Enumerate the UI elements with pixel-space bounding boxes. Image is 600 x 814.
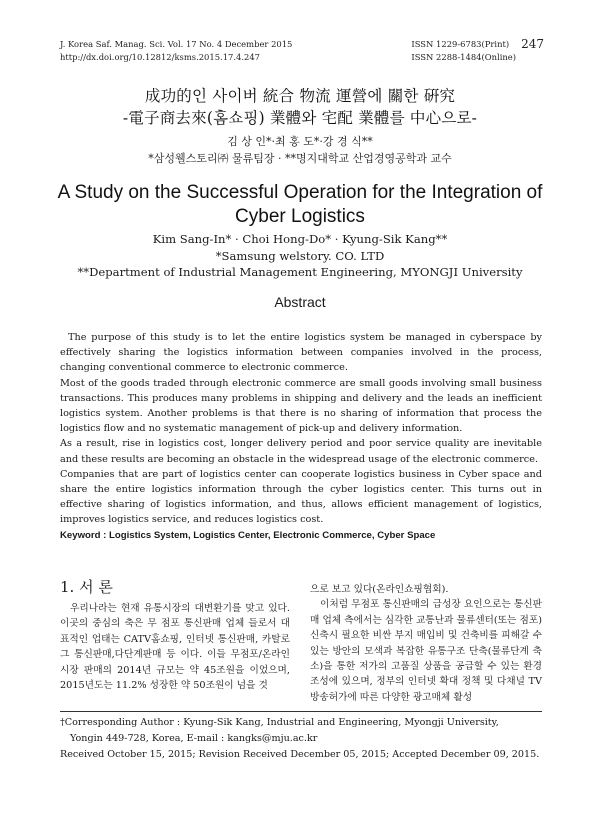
- abstract-paragraph: The purpose of this study is to let the entire logistics system be managed in cyberspace by effectively sharing the logistics information between companies involved in the process, changing conventional commerce to electronic commerce.: [60, 332, 542, 374]
- english-affiliation-1: *Samsung welstory. CO. LTD: [215, 249, 385, 263]
- received-dates: Received October 15, 2015; Revision Received December 05, 2015; Accepted December 09, 2015.: [60, 749, 540, 760]
- korean-title-line2: -電子商去來(홈쇼핑) 業體와 宅配 業體를 中心으로-: [122, 109, 478, 127]
- korean-affiliation: *삼성웰스토리㈜ 물류팀장 · **명지대학교 산업경영공학과 교수: [148, 152, 452, 165]
- header-left: [60, 38, 292, 64]
- doi-link[interactable]: http://dx.doi.org/10.12812/ksms.2015.17.4.247: [60, 52, 260, 62]
- body-paragraph: 이처럼 무점포 통신판매의 급성장 요인으로는 통신판매 업체 측에서는 심각한 교통난과 물류센터(또는 점포) 신축시 필요한 비싼 부지 매입비 및 건축비를 피해갈 수 있는 방안의 모색과 복잡한 유통구조 단축(물류단계 축소)을 통한 저가의 고품질 상품을 공급할 수 있는 환경조성에 있으며, 정부의 인터넷 확대 정책 및 다채널 TV방송허가에 따른 다양한 광고매체 활성: [310, 599, 542, 703]
- english-affiliation-2: **Department of Industrial Management Engineering, MYONGJI University: [77, 265, 523, 279]
- section-heading: 1. 서 론: [60, 578, 113, 596]
- body-paragraph: 으로 보고 있다(온라인쇼핑협회).: [310, 584, 449, 595]
- english-title-line2: Cyber Logistics: [235, 206, 365, 227]
- abstract-paragraph: Most of the goods traded through electronic commerce are small goods involving small business transactions. This produces many problems in shipping and delivery and the leads an inefficient logistics system. Another problems is that there is no sharing of information that process the logistics flow and no systematic management of pick-up and delivery information.: [60, 377, 542, 435]
- abstract-heading: Abstract: [274, 294, 326, 310]
- left-column: [60, 601, 290, 693]
- header-right: [411, 38, 516, 64]
- english-title-line1: A Study on the Successful Operation for the Integration of: [57, 182, 543, 203]
- page-number: 247: [521, 37, 544, 51]
- issn-print: ISSN 1229-6783(Print): [411, 39, 510, 49]
- body-paragraph: 우리나라는 현재 유통시장의 대변환기를 맞고 있다. 이곳의 중심의 축은 무 점포 통신판매 업체 들로서 대표적인 업태는 CATV홈쇼핑, 인터넷 통신판매, 카탈로그 통신판매,다단계판매 등 이다. 이들 무점포/온라인 시장 판매의 2014년 규모는 약 45조원을 이었으며, 2015년도는 11.2% 성장한 약 50조원이 넘을 것: [60, 603, 290, 692]
- korean-authors: 김 상 인*·최 홍 도*·강 경 식**: [227, 135, 373, 148]
- abstract-paragraph: As a result, rise in logistics cost, longer delivery period and poor service quality are inevitable and these results are becoming an obstacle in the widespread usage of the electronic commerce.: [60, 438, 542, 465]
- english-authors: Kim Sang-In* · Choi Hong-Do* · Kyung-Sik Kang**: [152, 232, 448, 246]
- footnote: [60, 715, 542, 763]
- corresponding-author: †Corresponding Author : Kyung-Sik Kang, Industrial and Engineering, Myongji University,: [60, 717, 499, 728]
- issn-online: ISSN 2288-1484(Online): [411, 52, 516, 62]
- abstract-body: [60, 330, 542, 543]
- footnote-divider: [60, 711, 542, 712]
- abstract-paragraph: Companies that are part of logistics center can cooperate logistics business in Cyber space and share the entire logistics information through the cyber logistics center. This turns out in effective sharing of logistics information, and thus, allows efficient management of logistics, improves logistics service, and reduces logistics cost.: [60, 468, 542, 526]
- korean-title-line1: 成功的인 사이버 統合 物流 運營에 關한 硏究: [144, 87, 456, 105]
- corresponding-address: Yongin 449-728, Korea, E-mail : kangks@mju.ac.kr: [70, 733, 318, 744]
- journal-citation: J. Korea Saf. Manag. Sci. Vol. 17 No. 4 December 2015: [60, 39, 293, 49]
- keywords: Keyword : Logistics System, Logistics Center, Electronic Commerce, Cyber Space: [60, 529, 436, 541]
- right-column: [310, 582, 542, 705]
